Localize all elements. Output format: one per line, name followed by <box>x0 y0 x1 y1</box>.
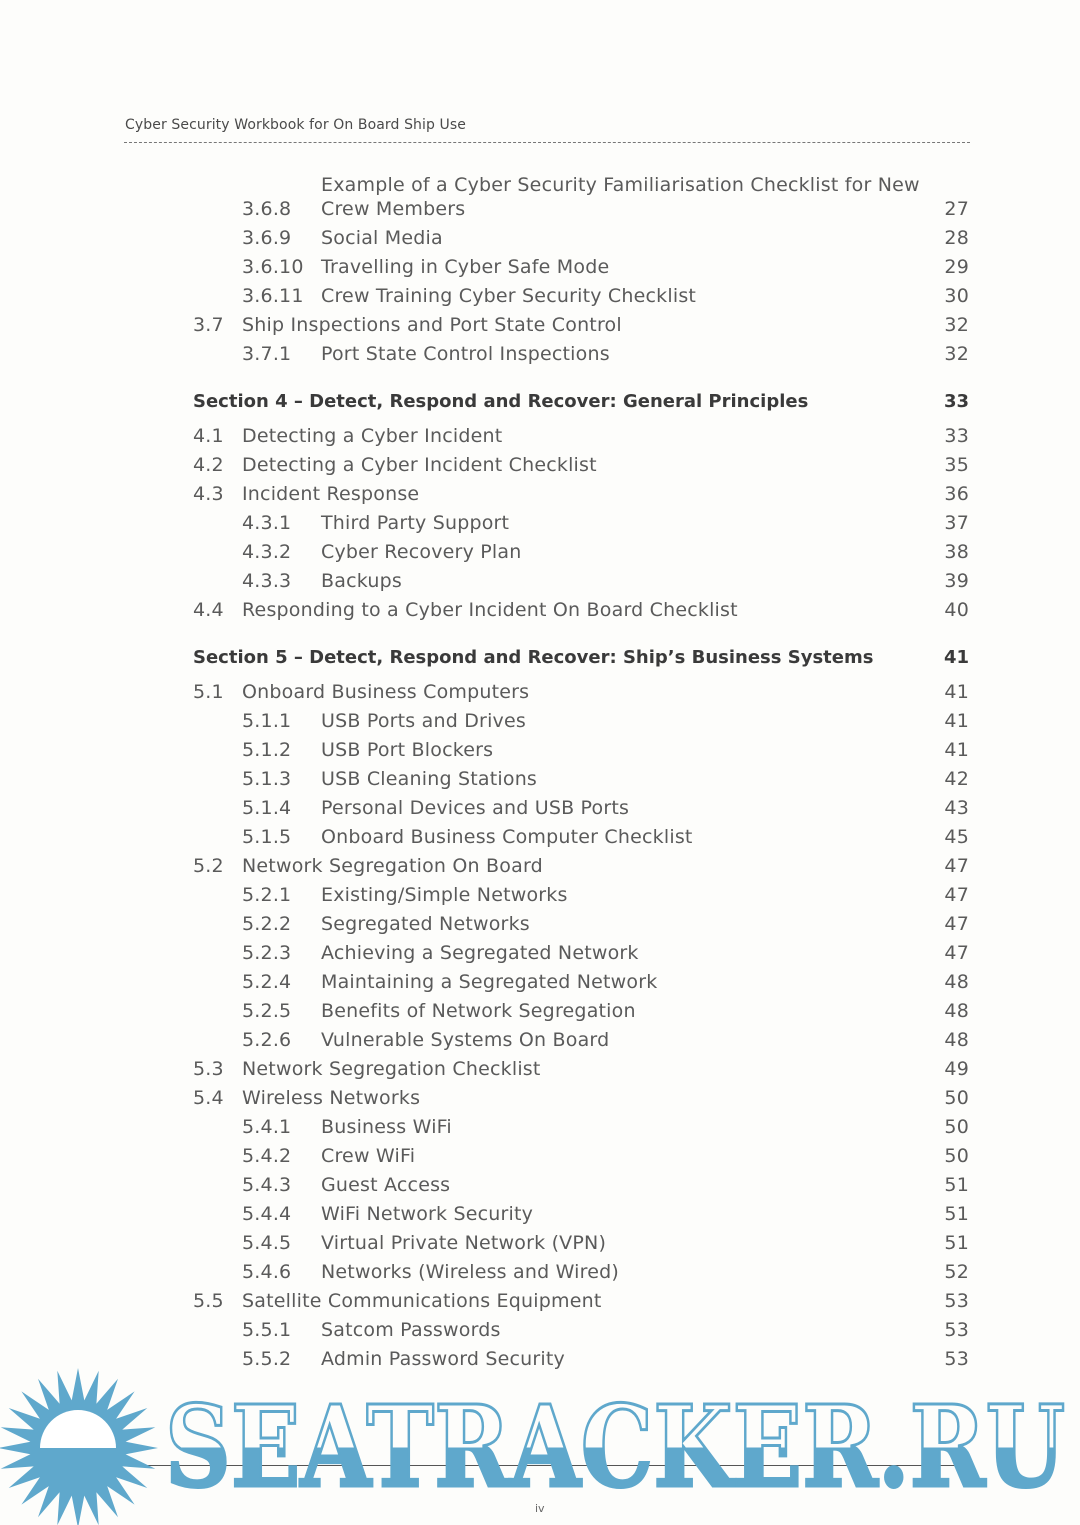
header-rule <box>124 142 970 143</box>
toc-entry <box>0 791 1080 820</box>
entry-number: 3.7.1 <box>242 343 292 365</box>
toc-entry <box>0 308 1080 337</box>
entry-number: 4.1 <box>193 425 224 447</box>
sun-icon <box>0 1368 158 1525</box>
entry-title: Satcom Passwords <box>321 1319 501 1341</box>
toc-entry <box>0 419 1080 448</box>
entry-title: Onboard Business Computers <box>242 681 530 703</box>
entry-title: Incident Response <box>242 483 420 505</box>
toc-entry <box>0 1226 1080 1255</box>
page-ref: 43 <box>944 797 969 819</box>
toc-entry <box>0 675 1080 704</box>
section-title: Section 4 – Detect, Respond and Recover: General Principles <box>193 391 809 412</box>
entry-number: 5.5.2 <box>242 1348 292 1370</box>
page-ref: 41 <box>944 681 969 703</box>
page-ref: 37 <box>944 512 969 534</box>
toc-entry <box>0 907 1080 936</box>
entry-number: 4.2 <box>193 454 224 476</box>
entry-title: Crew WiFi <box>321 1145 416 1167</box>
entry-number: 5.3 <box>193 1058 224 1080</box>
table-of-contents <box>0 168 1080 1371</box>
entry-number: 5.1.3 <box>242 768 292 790</box>
entry-number: 5.4.4 <box>242 1203 292 1225</box>
entry-title: Admin Password Security <box>321 1348 566 1370</box>
page-ref: 39 <box>944 570 969 592</box>
page-ref: 51 <box>944 1174 969 1196</box>
entry-number: 5.2.6 <box>242 1029 292 1051</box>
entry-title: Social Media <box>321 227 443 249</box>
running-header-title: Cyber Security Workbook for On Board Ship Use <box>125 117 467 133</box>
page-ref: 50 <box>944 1087 969 1109</box>
page-ref: 50 <box>944 1145 969 1167</box>
entry-title: Networks (Wireless and Wired) <box>321 1261 620 1283</box>
toc-entry <box>0 1313 1080 1342</box>
page-ref: 48 <box>944 971 969 993</box>
entry-number: 3.6.9 <box>242 227 292 249</box>
page-ref: 35 <box>944 454 969 476</box>
page-ref: 29 <box>944 256 969 278</box>
toc-entry <box>0 279 1080 308</box>
toc-entry <box>0 936 1080 965</box>
page-ref: 51 <box>944 1203 969 1225</box>
entry-title: Existing/Simple Networks <box>321 884 568 906</box>
entry-number: 5.2.4 <box>242 971 292 993</box>
toc-entry <box>0 733 1080 762</box>
entry-number: 5.2 <box>193 855 224 877</box>
entry-number: 5.1.5 <box>242 826 292 848</box>
toc-entry <box>0 1284 1080 1313</box>
entry-title: Detecting a Cyber Incident Checklist <box>242 454 597 476</box>
entry-number: 4.4 <box>193 599 224 621</box>
toc-section-heading <box>0 385 1080 419</box>
entry-title: Personal Devices and USB Ports <box>321 797 630 819</box>
entry-title: USB Ports and Drives <box>321 710 526 732</box>
entry-number: 3.6.10 <box>242 256 304 278</box>
toc-entry <box>0 994 1080 1023</box>
entry-title: Crew Training Cyber Security Checklist <box>321 285 697 307</box>
toc-entry <box>0 250 1080 279</box>
page-ref: 36 <box>944 483 969 505</box>
page-ref: 45 <box>944 826 969 848</box>
entry-title: USB Cleaning Stations <box>321 768 538 790</box>
entry-number: 5.4.2 <box>242 1145 292 1167</box>
page-number: iv <box>535 1502 545 1515</box>
entry-title: Detecting a Cyber Incident <box>242 425 503 447</box>
page-ref: 41 <box>944 710 969 732</box>
entry-number: 4.3.1 <box>242 512 292 534</box>
page-ref: 32 <box>944 343 969 365</box>
toc-entry <box>0 477 1080 506</box>
page-ref: 41 <box>943 647 969 668</box>
page-ref: 33 <box>943 391 969 412</box>
entry-title: Network Segregation On Board <box>242 855 543 877</box>
entry-number: 5.5.1 <box>242 1319 292 1341</box>
entry-title: Ship Inspections and Port State Control <box>242 314 622 336</box>
entry-number: 5.1 <box>193 681 224 703</box>
entry-number: 3.6.8 <box>242 198 292 220</box>
entry-number: 5.4.1 <box>242 1116 292 1138</box>
toc-entry <box>0 337 1080 366</box>
entry-title: Responding to a Cyber Incident On Board Checklist <box>242 599 738 621</box>
entry-title: Vulnerable Systems On Board <box>321 1029 610 1051</box>
entry-title: Satellite Communications Equipment <box>242 1290 602 1312</box>
toc-entry <box>0 221 1080 250</box>
entry-title: Achieving a Segregated Network <box>321 942 639 964</box>
toc-entry <box>0 1255 1080 1284</box>
entry-title: Benefits of Network Segregation <box>321 1000 636 1022</box>
toc-entry <box>0 1342 1080 1371</box>
page-ref: 50 <box>944 1116 969 1138</box>
page-ref: 33 <box>944 425 969 447</box>
page-ref: 38 <box>944 541 969 563</box>
entry-title: Travelling in Cyber Safe Mode <box>321 256 610 278</box>
entry-number: 5.4.5 <box>242 1232 292 1254</box>
page-ref: 27 <box>944 198 969 220</box>
entry-number: 5.2.5 <box>242 1000 292 1022</box>
toc-entry <box>0 820 1080 849</box>
entry-title: Network Segregation Checklist <box>242 1058 541 1080</box>
page-ref: 53 <box>944 1290 969 1312</box>
toc-entry <box>0 1110 1080 1139</box>
page-ref: 53 <box>944 1348 969 1370</box>
entry-title: Segregated Networks <box>321 913 530 935</box>
entry-title: Third Party Support <box>321 512 510 534</box>
page-ref: 40 <box>944 599 969 621</box>
toc-entry <box>0 849 1080 878</box>
entry-title: Port State Control Inspections <box>321 343 610 365</box>
page-ref: 48 <box>944 1000 969 1022</box>
page-ref: 47 <box>944 942 969 964</box>
toc-entry <box>0 1197 1080 1226</box>
page-ref: 42 <box>944 768 969 790</box>
page-ref: 47 <box>944 855 969 877</box>
entry-number: 5.1.1 <box>242 710 292 732</box>
entry-number: 5.2.2 <box>242 913 292 935</box>
section-title: Section 5 – Detect, Respond and Recover: Ship’s Business Systems <box>193 647 874 668</box>
page-ref: 48 <box>944 1029 969 1051</box>
entry-number: 5.5 <box>193 1290 224 1312</box>
entry-number: 4.3.2 <box>242 541 292 563</box>
entry-number: 3.6.11 <box>242 285 304 307</box>
toc-entry <box>0 448 1080 477</box>
entry-number: 5.1.2 <box>242 739 292 761</box>
toc-entry <box>0 1081 1080 1110</box>
page-ref: 41 <box>944 739 969 761</box>
toc-entry <box>0 535 1080 564</box>
entry-title: WiFi Network Security <box>321 1203 534 1225</box>
page-ref: 51 <box>944 1232 969 1254</box>
page-ref: 32 <box>944 314 969 336</box>
page-ref: 53 <box>944 1319 969 1341</box>
toc-entry <box>0 1168 1080 1197</box>
entry-number: 5.4.3 <box>242 1174 292 1196</box>
entry-number: 5.1.4 <box>242 797 292 819</box>
entry-title: Cyber Recovery Plan <box>321 541 522 563</box>
entry-title: Business WiFi <box>321 1116 452 1138</box>
watermark-text: SEATRACKER.RU <box>165 1382 1065 1513</box>
entry-title: Maintaining a Segregated Network <box>321 971 658 993</box>
entry-title: Virtual Private Network (VPN) <box>321 1232 607 1254</box>
toc-entry <box>0 593 1080 622</box>
entry-number: 4.3.3 <box>242 570 292 592</box>
toc-entry <box>0 564 1080 593</box>
toc-entry <box>0 704 1080 733</box>
entry-title: Backups <box>321 570 402 592</box>
page-ref: 30 <box>944 285 969 307</box>
toc-entry <box>0 965 1080 994</box>
page-ref: 52 <box>944 1261 969 1283</box>
page-ref: 49 <box>944 1058 969 1080</box>
entry-number: 3.7 <box>193 314 224 336</box>
entry-title: USB Port Blockers <box>321 739 494 761</box>
page-ref: 47 <box>944 913 969 935</box>
page-ref: 47 <box>944 884 969 906</box>
toc-entry <box>0 1023 1080 1052</box>
toc-entry <box>0 168 1080 221</box>
toc-section-heading <box>0 641 1080 675</box>
entry-number: 5.2.3 <box>242 942 292 964</box>
toc-entry <box>0 1139 1080 1168</box>
entry-number: 5.2.1 <box>242 884 292 906</box>
entry-number: 5.4.6 <box>242 1261 292 1283</box>
entry-title: Guest Access <box>321 1174 451 1196</box>
toc-entry <box>0 878 1080 907</box>
entry-number: 5.4 <box>193 1087 224 1109</box>
entry-title: Onboard Business Computer Checklist <box>321 826 693 848</box>
toc-entry <box>0 1052 1080 1081</box>
entry-number: 4.3 <box>193 483 224 505</box>
entry-title: Wireless Networks <box>242 1087 421 1109</box>
toc-entry <box>0 762 1080 791</box>
page-ref: 28 <box>944 227 969 249</box>
toc-entry <box>0 506 1080 535</box>
entry-title: Example of a Cyber Security Familiarisation Checklist for New Crew Members <box>321 174 920 220</box>
